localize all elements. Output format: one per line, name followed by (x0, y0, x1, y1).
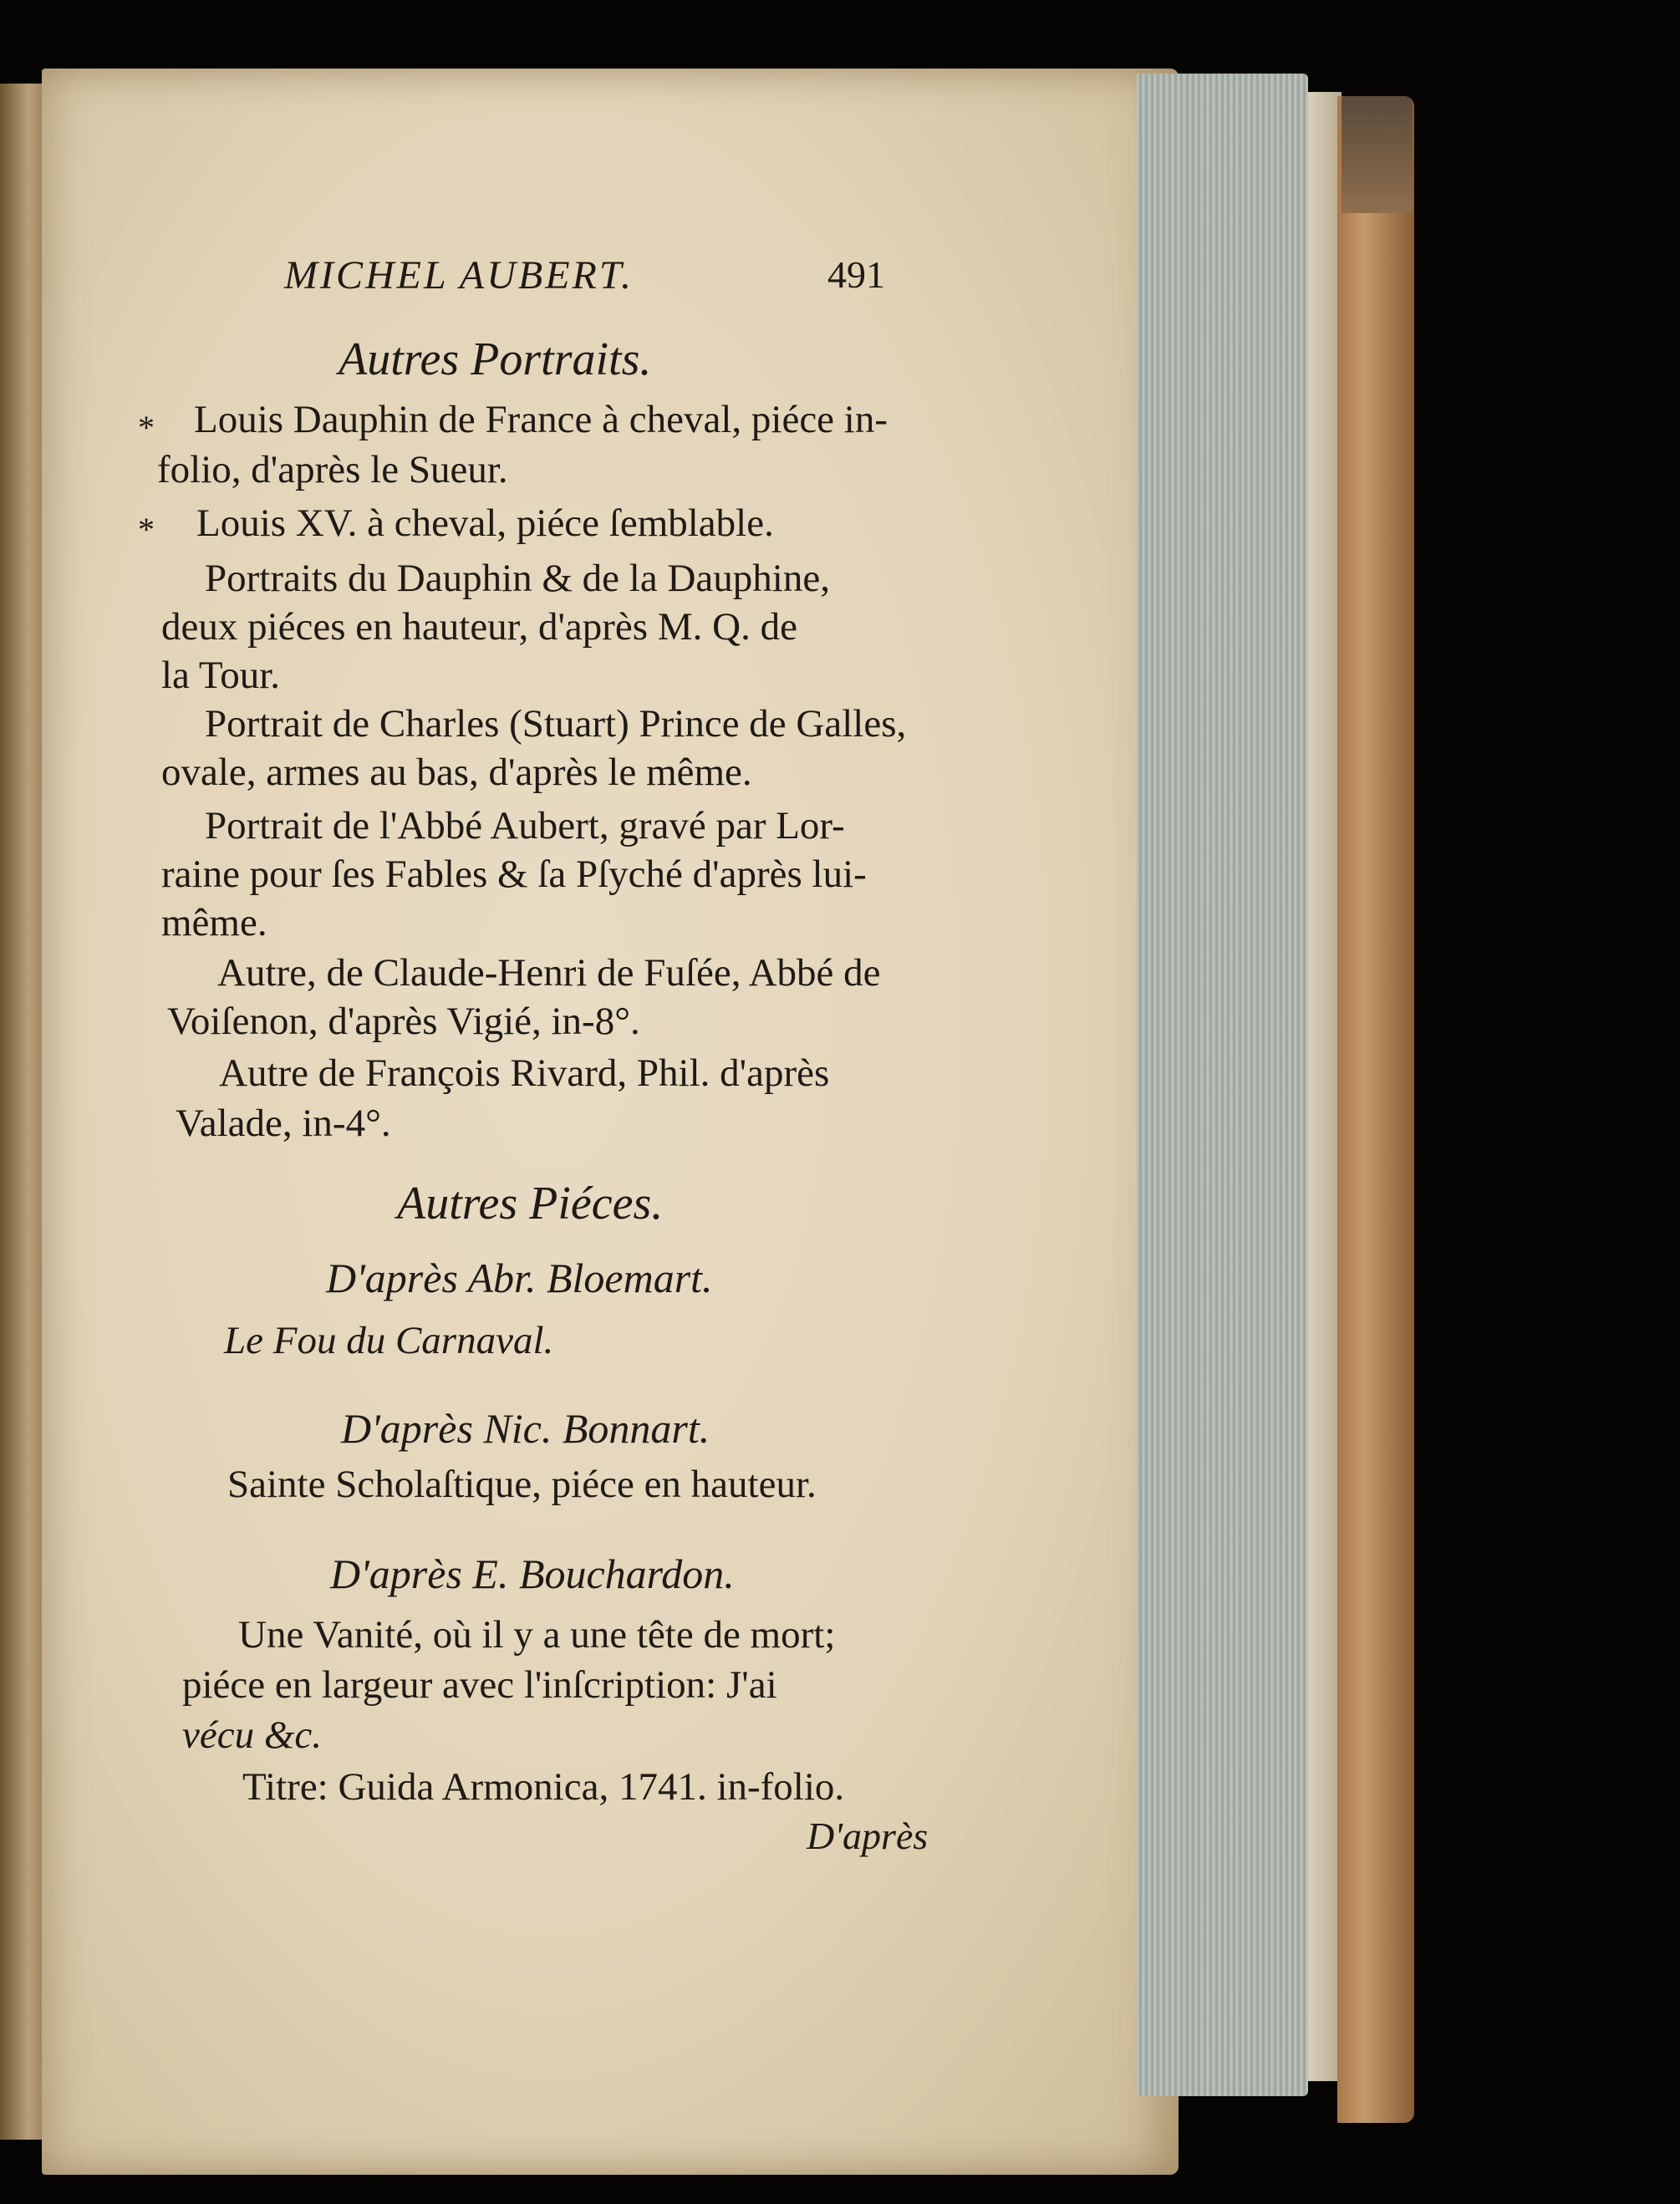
entry-line: Portraits du Dauphin & de la Dauphine, (205, 557, 830, 600)
entry-line: Portrait de l'Abbé Aubert, gravé par Lor- (205, 804, 845, 847)
entry-line: Louis Dauphin de France à cheval, piéce in- (194, 398, 888, 441)
entry-line: Une Vanité, où il y a une tête de mort; (238, 1613, 836, 1657)
entry-line: Titre: Guida Armonica, 1741. in-folio. (242, 1765, 845, 1809)
entry-line: Autre de François Rivard, Phil. d'après (219, 1051, 830, 1095)
entry-line: Sainte Scholaſtique, piéce en hauteur. (227, 1463, 817, 1506)
section-heading-pieces: Autres Piéces. (397, 1178, 664, 1229)
entry-marker: * (138, 511, 155, 548)
entry-line: Louis XV. à cheval, piéce ſemblable. (196, 501, 774, 545)
subheading-bonnart: D'après Nic. Bonnart. (341, 1405, 710, 1452)
entry-line: Portrait de Charles (Stuart) Prince de Galles, (205, 702, 907, 746)
entry-line: Autre, de Claude-Henri de Fuſée, Abbé de (217, 951, 881, 995)
entry-line: Voiſenon, d'après Vigié, in-8°. (167, 1000, 640, 1043)
entry-line: raine pour ſes Fables & ſa Pſyché d'après lui- (161, 853, 867, 896)
entry-line: Le Fou du Carnaval. (224, 1319, 554, 1362)
subheading-bloemart: D'après Abr. Bloemart. (326, 1255, 713, 1301)
entry-line: Valade, in-4°. (176, 1102, 391, 1145)
subheading-bouchardon: D'après E. Bouchardon. (330, 1550, 735, 1597)
page-number: 491 (827, 253, 885, 296)
section-heading-portraits: Autres Portraits. (339, 333, 652, 385)
entry-line: même. (161, 901, 267, 944)
entry-line: la Tour. (161, 654, 281, 697)
entry-line: vécu &c. (182, 1713, 323, 1757)
entry-line: deux piéces en hauteur, d'après M. Q. de (161, 605, 797, 649)
entry-line: piéce en largeur avec l'inſcription: J'ai (182, 1663, 777, 1707)
entry-line: folio, d'après le Sueur. (157, 448, 508, 491)
entry-line: ovale, armes au bas, d'après le même. (161, 751, 752, 794)
catchword: D'après (807, 1815, 929, 1857)
running-head-title: MICHEL AUBERT. (284, 253, 634, 298)
entry-marker: * (138, 409, 155, 446)
